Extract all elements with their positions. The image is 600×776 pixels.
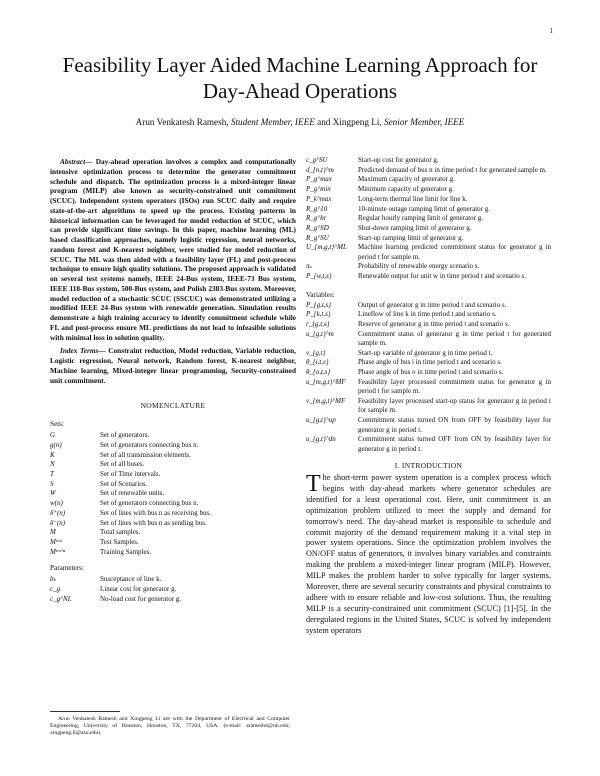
symbol: R_g^SU (306, 233, 329, 242)
definition: Renewable output for unit w in time period t and scenario s. (358, 272, 526, 281)
nomenclature-row (50, 548, 296, 558)
definition: Training Samples. (100, 547, 152, 556)
nomenclature-row (306, 166, 551, 175)
symbol: G (50, 431, 56, 440)
abstract (50, 157, 296, 342)
introduction-body: he short-term power system operation is a complex process which begins with day-ahead markets where generator schedules are identified for a least operational cost. Here, unit commitment is an optimization problem utilized to meet the supply and demand for tomorrow's need. The day-ahead market is responsible to schedule and commit majority of the demand requirement making it a vital step in power system operations. Since the optimization problem involves the ON/OFF status of generators, it involves binary variables and constraints making the problem a mixed-integer linear program (MILP). However, MILP makes the problem harder to solve typically for larger systems. Moreover, there are several security constraints and physical constraints to adhere with to ensure reliable and low-cost solutions. Thus, the resulting MILP is a security-constrained unit commitment (SCUC) [1]-[5]. In the deregulated regions in the United States, SCUC is solved by independent system operators (306, 473, 551, 635)
nomenclature-row (306, 330, 551, 349)
nomenclature-row (306, 156, 551, 165)
nomenclature-row (306, 320, 551, 329)
nomenclature-row (306, 272, 551, 281)
symbol: u_{g,t}^dn (306, 435, 336, 444)
symbol: U_{m,g,t}^ML (306, 243, 347, 252)
nomenclature-row (50, 575, 296, 585)
definition: No-load cost for generator g. (100, 594, 182, 603)
definition: Phase angle of bus o in time period t and scenario s. (358, 368, 504, 377)
definition: Machine learning predicted commitment status for generator g in period t for sample m. (358, 243, 551, 261)
footnote-rule (50, 711, 120, 712)
symbol: θ_{o,t,s} (306, 368, 331, 377)
nomenclature-row (50, 489, 296, 499)
author-1: Arun Venkatesh Ramesh, (135, 117, 229, 127)
nomenclature-heading: NOMENCLATURE (140, 401, 206, 411)
symbol: u_{g,t}^m (306, 329, 334, 338)
abstract-label: Abstract (60, 157, 86, 166)
nomenclature-row (306, 205, 551, 214)
nomenclature-row (306, 435, 551, 454)
definition: Long-term thermal line limit for line k. (358, 194, 468, 203)
symbol: v_{g,t} (306, 348, 326, 357)
nomenclature-row (50, 538, 296, 548)
definition: Set of lines with bus n as sending bus. (100, 518, 207, 527)
parameters-list (50, 575, 296, 604)
drop-cap: T (306, 471, 321, 498)
sets-label: Sets: (50, 420, 64, 429)
nomenclature-row (306, 358, 551, 367)
paper-title: Feasibility Layer Aided Machine Learning Approach for Day-Ahead Operations (62, 53, 538, 103)
author-1-role: Student Member, IEEE (230, 117, 315, 127)
nomenclature-row (50, 585, 296, 595)
symbol: w(n) (50, 499, 63, 508)
definition: Phase angle of bus i in time period t and scenario s. (358, 358, 502, 367)
definition: Commitment status turned OFF from ON by feasibility layer for generator g in period t. (358, 435, 551, 453)
symbol: R_g^hr (306, 214, 327, 223)
symbol: K (50, 450, 55, 459)
symbol: u_{m,g,t}^MF (306, 377, 346, 386)
symbol: P_{g,t,s} (306, 300, 332, 309)
definition: Set of generators connecting bus n. (100, 440, 199, 449)
symbol: T (50, 470, 54, 479)
right-column (306, 156, 551, 637)
nomenclature-row (50, 470, 296, 480)
symbol: P_{k,t,s} (306, 310, 331, 319)
nomenclature-row (306, 262, 551, 271)
nomenclature-row (50, 519, 296, 529)
abstract-dash: — (85, 157, 93, 166)
nomenclature-row (306, 349, 551, 358)
nomenclature-row (306, 397, 551, 416)
symbol: θ_{i,t,s} (306, 358, 329, 367)
nomenclature-row (50, 441, 296, 451)
symbol: bₖ (50, 575, 57, 584)
symbol: P_{w,t,s} (306, 272, 332, 281)
symbol: P_g^min (306, 185, 331, 194)
nomenclature-row (306, 301, 551, 310)
definition: Total samples. (100, 528, 141, 537)
definition: Set of generators connecting bus n. (100, 499, 199, 508)
nomenclature-row (50, 451, 296, 461)
symbol: P_g^max (306, 175, 332, 184)
definition: 10-minute outage ramping limit of generator g. (358, 204, 490, 213)
symbol: M (50, 528, 56, 537)
definition: Predicted demand of bus n in time period t for generated sample m. (358, 165, 547, 174)
author-2: Xingpeng Li, (332, 117, 382, 127)
definition: Set of lines with bus n as receiving bus. (100, 508, 212, 517)
definition: Start-up ramping limit of generator g. (358, 233, 464, 242)
symbol: v_{m,g,t}^MF (306, 396, 346, 405)
nomenclature-row (306, 214, 551, 223)
definition: Set of all buses. (100, 460, 145, 469)
definition: Start-up cost for generator g. (358, 156, 439, 164)
index-terms-text: Constraint reduction, Model reduction, Variable reduction, Logistic regression, Neural network, Random forest, K-nearest neighbor, Machine learning, Mixed-integer linear programming, Security-constrained unit commitment. (50, 346, 297, 385)
nomenclature-row (50, 528, 296, 538)
symbol: R_g^SD (306, 223, 329, 232)
definition: Maximum capacity of generator g. (358, 175, 455, 184)
symbol: c_g (50, 585, 61, 594)
definition: Commitment status turned ON from OFF by feasibility layer for generator g in period t. (358, 416, 551, 434)
variables-list (306, 301, 551, 454)
page-number: 1 (549, 27, 553, 35)
index-terms-dash: — (98, 346, 106, 356)
symbol: N (50, 460, 55, 469)
author-2-role: Senior Member, IEEE (384, 117, 465, 127)
index-terms (50, 346, 296, 385)
parameters-label: Parameters: (50, 564, 84, 573)
author-line (40, 117, 560, 127)
symbol: c_g^NL (50, 594, 72, 603)
symbol: c_g^SU (306, 156, 328, 164)
nomenclature-row (306, 243, 551, 262)
definition: Shut-down ramping limit of generator g. (358, 223, 472, 232)
nomenclature-row (306, 234, 551, 243)
index-terms-label: Index Terms (60, 346, 99, 356)
symbol: R_g^10 (306, 204, 328, 213)
left-column (50, 157, 296, 605)
symbol: S (50, 479, 54, 488)
definition: Reserve of generator g in time period t and scenario s. (358, 319, 510, 328)
abstract-text: Day-ahead operation involves a complex and computationally intensive optimization process to determine the generator commitment schedule and dispatch. The optimization process is a mixed-integer linear program (MILP) also known as security-constrained unit commitment (SCUC). Independent system operators (ISOs) run SCUC daily and require state-of-the-art algorithms to speed up the process. Existing patterns in historical information can be leveraged for model reduction of SCUC, which can provide significant time savings. In this paper, machine learning (ML) based classification approaches, namely logistic regression, neural networks, random forest and K-nearest neighbor, were studied for model reduction of SCUC. The ML was then aided with a feasibility layer (FL) and post-process technique to ensure high quality solutions. The proposed approach is validated on several test systems namely, IEEE 24-Bus system, IEEE-73 Bus system, IEEE 118-Bus system, 500-Bus system, and Polish 2383-Bus system. Moreover, model reduction of a stochastic SCUC (SSCUC) was demonstrated utilizing a modified IEEE 24-Bus system with renewable generation. Simulation results demonstrate a high training accuracy to identify commitment schedule while FL and post-process ensure ML predictions do not lead to infeasible solutions with minimal loss in solution quality. (50, 157, 296, 342)
definition: Test Samples. (100, 537, 139, 546)
definition: Minimum capacity of generator g. (358, 185, 454, 194)
nomenclature-row (50, 595, 296, 605)
definition: Start-up variable of generator g in time period t. (358, 348, 493, 357)
definition: Set of Time intervals. (100, 470, 161, 479)
nomenclature-row (306, 416, 551, 435)
definition: Susceptance of line k. (100, 575, 162, 584)
introduction-heading: I. INTRODUCTION (394, 461, 463, 471)
definition: Linear cost for generator g. (100, 585, 177, 594)
definition: Commitment status of generator g in time period t for generated sample m. (358, 329, 551, 348)
definition: Set of generators. (100, 431, 150, 440)
definition: Regular hourly ramping limit of generator g. (358, 214, 483, 223)
symbol: πₛ (306, 262, 312, 271)
symbol: W (50, 489, 56, 498)
definition: Set of Scenarios. (100, 479, 148, 488)
definition: Set of all transmission elements. (100, 450, 191, 459)
symbol: d_{n,t}^m (306, 165, 334, 174)
footnote: Arun Venkatesh Ramesh and Xingpeng Li are with the Department of Electrical and Computer Engineering, University of Houston, Houston, TX, 77204, USA. (e-mail: aramesh4@uh.edu; xingpeng.li@asu.edu). (50, 716, 290, 737)
symbol: Mᵗʳᵃⁱⁿ (50, 547, 65, 556)
nomenclature-row (306, 310, 551, 319)
definition: Output of generator g in time period t and scenario s. (358, 300, 507, 309)
variables-label: Variables: (306, 290, 335, 299)
introduction-text (306, 473, 551, 637)
nomenclature-row (50, 509, 296, 519)
nomenclature-row (50, 499, 296, 509)
nomenclature-row (306, 195, 551, 204)
symbol: δ⁺(n) (50, 508, 66, 517)
nomenclature-row (306, 185, 551, 194)
definition: Lineflow of line k in time period t and scenario s. (358, 310, 497, 319)
definition: Feasibility layer processed start-up status for generator g in period t for sample m. (358, 396, 551, 415)
right-parameters-list (306, 156, 551, 282)
nomenclature-row (50, 431, 296, 441)
definition: Feasibility layer processed commitment status for generator g in period t for sample m. (358, 377, 551, 396)
sets-list (50, 431, 296, 557)
nomenclature-row (50, 480, 296, 490)
definition: Set of renewable units. (100, 489, 165, 498)
nomenclature-row (306, 175, 551, 184)
nomenclature-row (50, 460, 296, 470)
nomenclature-row (306, 224, 551, 233)
symbol: g(n) (50, 440, 62, 449)
author-and: and (317, 117, 331, 127)
symbol: u_{g,t}^up (306, 416, 336, 425)
symbol: Mᵗᵉˢᵗ (50, 537, 62, 546)
symbol: r_{g,t,s} (306, 319, 330, 328)
symbol: P_k^max (306, 194, 332, 203)
definition: Probability of renewable energy scenario s. (358, 262, 480, 271)
nomenclature-row (306, 368, 551, 377)
nomenclature-row (306, 378, 551, 397)
symbol: δ⁻(n) (50, 518, 66, 527)
